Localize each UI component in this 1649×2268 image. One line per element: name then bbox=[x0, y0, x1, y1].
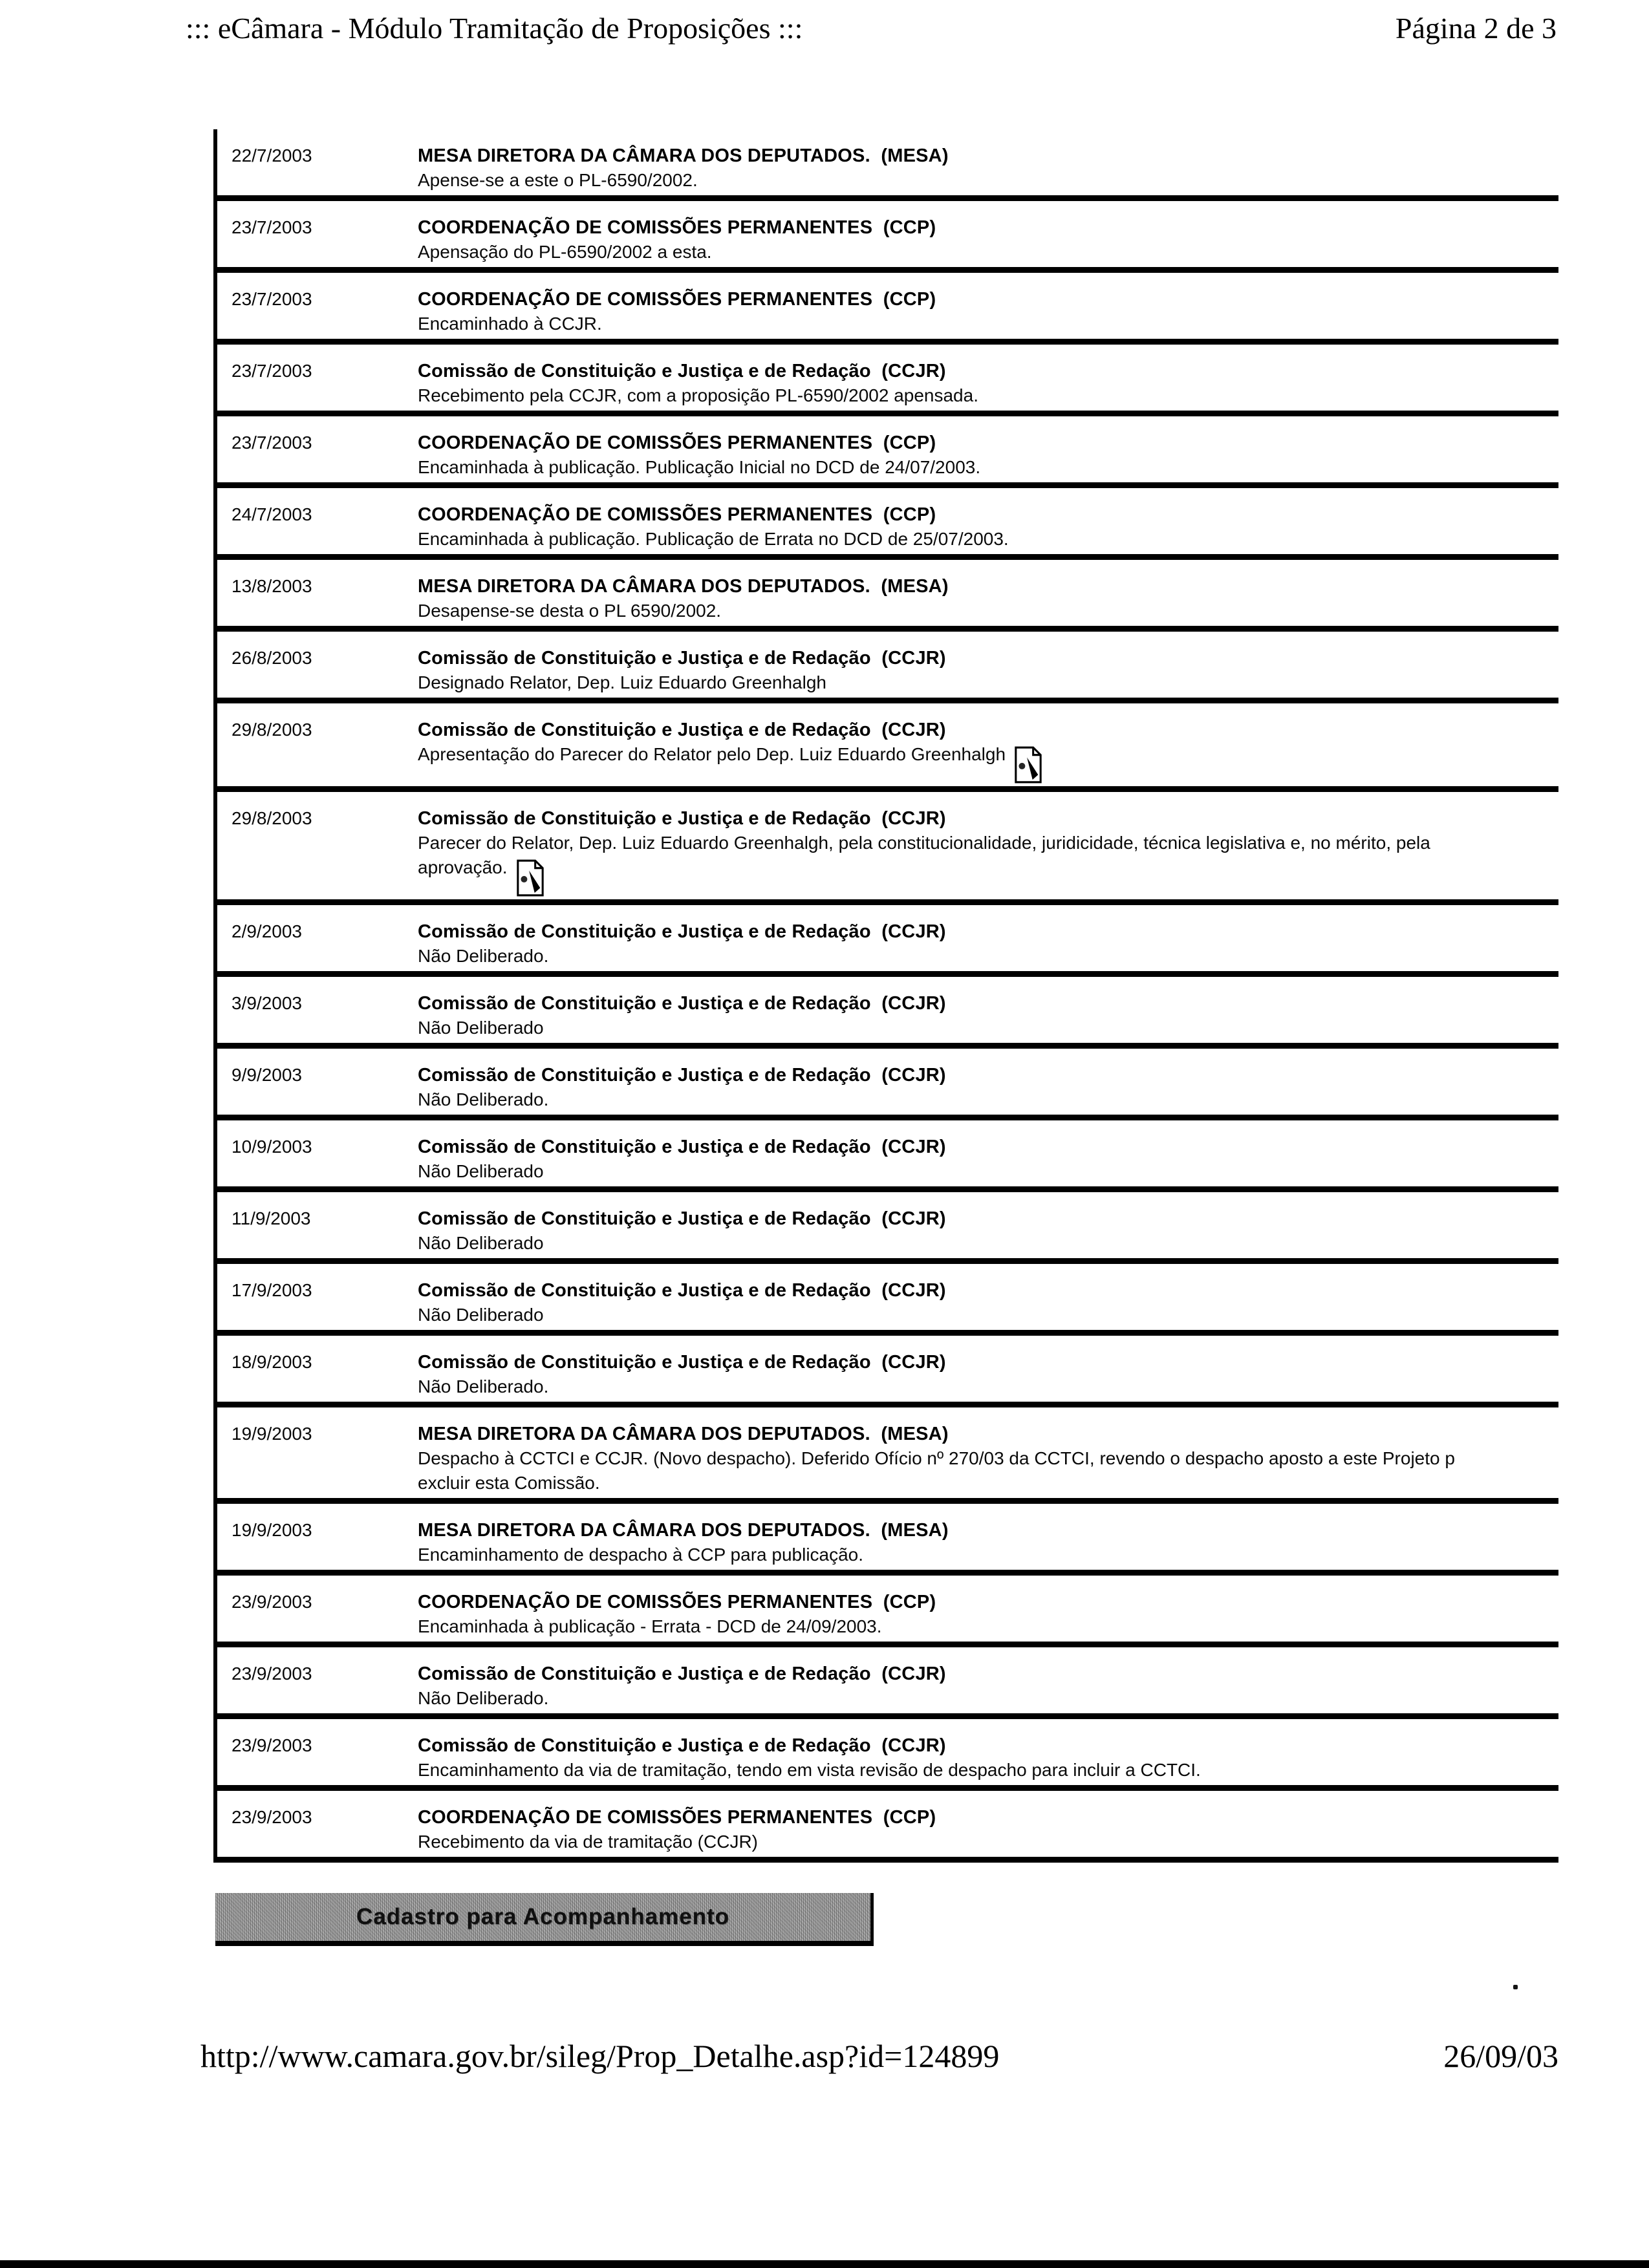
row-date: 19/9/2003 bbox=[232, 1424, 312, 1444]
row-main bbox=[418, 1350, 1558, 1399]
row-main bbox=[418, 1805, 1558, 1854]
row-date: 26/8/2003 bbox=[232, 648, 312, 668]
row-main bbox=[418, 919, 1558, 968]
row-organ: Comissão de Constituição e Justiça e de Redação (CCJR) bbox=[418, 993, 946, 1014]
tramitacao-row bbox=[217, 560, 1558, 632]
row-main bbox=[418, 1206, 1558, 1256]
tramitacao-row bbox=[217, 1192, 1558, 1264]
row-organ: Comissão de Constituição e Justiça e de Redação (CCJR) bbox=[418, 361, 946, 381]
row-date: 11/9/2003 bbox=[232, 1208, 311, 1228]
row-date: 9/9/2003 bbox=[232, 1065, 302, 1085]
row-description bbox=[418, 1614, 1558, 1639]
row-organ: COORDENAÇÃO DE COMISSÕES PERMANENTES (CCP) bbox=[418, 289, 936, 310]
row-organ: COORDENAÇÃO DE COMISSÕES PERMANENTES (CCP) bbox=[418, 1807, 936, 1828]
row-description-text-2: excluir esta Comissão. bbox=[418, 1473, 600, 1493]
row-main bbox=[418, 1590, 1558, 1639]
tramitacao-row bbox=[217, 1407, 1558, 1504]
row-description-text: Não Deliberado bbox=[418, 1018, 544, 1038]
row-date: 13/8/2003 bbox=[232, 576, 312, 596]
row-date: 29/8/2003 bbox=[232, 720, 312, 740]
tramitacao-row bbox=[217, 1336, 1558, 1407]
row-main bbox=[418, 502, 1558, 551]
row-description-text: Encaminhada à publicação. Publicação de Errata no DCD de 25/07/2003. bbox=[418, 529, 1009, 549]
row-description-text: Não Deliberado. bbox=[418, 1089, 549, 1109]
tramitacao-row bbox=[217, 703, 1558, 792]
row-main bbox=[418, 1135, 1558, 1184]
row-description-text: Recebimento pela CCJR, com a proposição PL-6590/2002 apensada. bbox=[418, 385, 978, 405]
row-organ: Comissão de Constituição e Justiça e de Redação (CCJR) bbox=[418, 921, 946, 942]
row-main bbox=[418, 1733, 1558, 1782]
row-main bbox=[418, 646, 1558, 695]
parecer-document-icon[interactable] bbox=[515, 859, 545, 897]
row-organ: COORDENAÇÃO DE COMISSÕES PERMANENTES (CCP) bbox=[418, 217, 936, 238]
row-organ: Comissão de Constituição e Justiça e de Redação (CCJR) bbox=[418, 1065, 946, 1086]
row-main bbox=[418, 1422, 1558, 1495]
row-description-text: Encaminhada à publicação - Errata - DCD de 24/09/2003. bbox=[418, 1616, 882, 1636]
row-description-line-2 bbox=[418, 1471, 1558, 1495]
row-organ: MESA DIRETORA DA CÂMARA DOS DEPUTADOS. (MESA) bbox=[418, 1520, 949, 1541]
row-description bbox=[418, 670, 1558, 695]
row-main bbox=[418, 1518, 1558, 1567]
row-date: 3/9/2003 bbox=[232, 993, 302, 1013]
tramitacao-row bbox=[217, 201, 1558, 273]
row-organ: Comissão de Constituição e Justiça e de Redação (CCJR) bbox=[418, 1280, 946, 1301]
row-main bbox=[418, 215, 1558, 264]
row-description-text: Encaminhada à publicação. Publicação Inicial no DCD de 24/07/2003. bbox=[418, 457, 981, 477]
row-description bbox=[418, 944, 1558, 968]
row-main bbox=[418, 144, 1558, 193]
row-organ: Comissão de Constituição e Justiça e de Redação (CCJR) bbox=[418, 720, 946, 740]
row-date: 22/7/2003 bbox=[232, 145, 312, 166]
row-organ: Comissão de Constituição e Justiça e de Redação (CCJR) bbox=[418, 1208, 946, 1229]
tramitacao-row bbox=[217, 1576, 1558, 1647]
row-main bbox=[418, 431, 1558, 480]
row-description-text: Não Deliberado. bbox=[418, 1688, 549, 1708]
row-organ: COORDENAÇÃO DE COMISSÕES PERMANENTES (CCP) bbox=[418, 433, 936, 453]
row-description-text: Encaminhamento de despacho à CCP para publicação. bbox=[418, 1545, 864, 1565]
row-description bbox=[418, 1087, 1558, 1112]
row-description bbox=[418, 1758, 1558, 1782]
row-main bbox=[418, 1278, 1558, 1327]
row-date: 29/8/2003 bbox=[232, 808, 312, 828]
row-description bbox=[418, 1686, 1558, 1711]
row-date: 23/7/2003 bbox=[232, 361, 312, 381]
row-description bbox=[418, 599, 1558, 623]
row-description bbox=[418, 168, 1558, 193]
parecer-document-icon[interactable] bbox=[1013, 746, 1043, 784]
row-main bbox=[418, 1063, 1558, 1112]
scan-artifact-dot bbox=[1513, 1985, 1518, 1989]
row-description bbox=[418, 527, 1558, 551]
page-footer bbox=[200, 2037, 1558, 2075]
row-description bbox=[418, 240, 1558, 264]
row-description bbox=[418, 1446, 1558, 1471]
row-description bbox=[418, 1159, 1558, 1184]
tramitacao-row bbox=[217, 632, 1558, 703]
row-description-text: Não Deliberado. bbox=[418, 1376, 549, 1396]
row-description-text: Parecer do Relator, Dep. Luiz Eduardo Greenhalgh, pela constitucionalidade, juridicidade, técnica legislativa e, no mérito, pela bbox=[418, 833, 1430, 853]
row-organ: MESA DIRETORA DA CÂMARA DOS DEPUTADOS. (MESA) bbox=[418, 1424, 949, 1444]
row-description bbox=[418, 1543, 1558, 1567]
row-description-text: Apensação do PL-6590/2002 a esta. bbox=[418, 242, 712, 262]
tramitacao-row bbox=[217, 416, 1558, 488]
row-description bbox=[418, 1231, 1558, 1256]
tramitacao-row bbox=[217, 977, 1558, 1049]
row-description-text: Encaminhamento da via de tramitação, tendo em vista revisão de despacho para incluir a CCTCI. bbox=[418, 1760, 1201, 1780]
row-organ: Comissão de Constituição e Justiça e de Redação (CCJR) bbox=[418, 1352, 946, 1373]
row-date: 23/7/2003 bbox=[232, 289, 312, 309]
tramitacao-row bbox=[217, 792, 1558, 905]
row-organ: MESA DIRETORA DA CÂMARA DOS DEPUTADOS. (MESA) bbox=[418, 145, 949, 166]
row-date: 23/9/2003 bbox=[232, 1735, 312, 1755]
row-organ: Comissão de Constituição e Justiça e de Redação (CCJR) bbox=[418, 1137, 946, 1157]
row-description bbox=[418, 312, 1558, 336]
tramitacao-row bbox=[217, 1791, 1558, 1863]
row-main bbox=[418, 359, 1558, 408]
row-description bbox=[418, 742, 1558, 784]
row-main bbox=[418, 718, 1558, 784]
row-date: 17/9/2003 bbox=[232, 1280, 312, 1300]
row-description-text-2: aprovação. bbox=[418, 857, 508, 877]
row-date: 24/7/2003 bbox=[232, 504, 312, 524]
row-organ: Comissão de Constituição e Justiça e de Redação (CCJR) bbox=[418, 808, 946, 829]
row-description bbox=[418, 1830, 1558, 1854]
page-edge-scan-bar bbox=[0, 2260, 1649, 2268]
row-date: 23/9/2003 bbox=[232, 1664, 312, 1684]
tramitacao-row bbox=[217, 273, 1558, 345]
tramitacao-row bbox=[217, 1264, 1558, 1336]
row-description-text: Não Deliberado. bbox=[418, 946, 549, 966]
row-description bbox=[418, 831, 1558, 855]
row-main bbox=[418, 806, 1558, 897]
page-indicator: Página 2 de 3 bbox=[1395, 12, 1557, 45]
row-description-line-2 bbox=[418, 855, 1558, 897]
row-date: 23/7/2003 bbox=[232, 217, 312, 237]
row-organ: COORDENAÇÃO DE COMISSÕES PERMANENTES (CCP) bbox=[418, 504, 936, 525]
row-date: 23/9/2003 bbox=[232, 1807, 312, 1827]
row-organ: MESA DIRETORA DA CÂMARA DOS DEPUTADOS. (MESA) bbox=[418, 576, 949, 597]
row-description-text: Desapense-se desta o PL 6590/2002. bbox=[418, 601, 722, 621]
app-title: ::: eCâmara - Módulo Tramitação de Proposições ::: bbox=[186, 12, 803, 45]
row-description bbox=[418, 1375, 1558, 1399]
tramitacao-row bbox=[217, 1719, 1558, 1791]
row-main bbox=[418, 991, 1558, 1040]
row-description-text: Apense-se a este o PL-6590/2002. bbox=[418, 170, 698, 190]
row-organ: Comissão de Constituição e Justiça e de Redação (CCJR) bbox=[418, 1664, 946, 1684]
row-description-text: Não Deliberado bbox=[418, 1161, 544, 1181]
row-description bbox=[418, 1303, 1558, 1327]
tramitacao-row bbox=[217, 129, 1558, 201]
row-description bbox=[418, 455, 1558, 480]
row-description-text: Encaminhado à CCJR. bbox=[418, 314, 602, 334]
row-description-text: Apresentação do Parecer do Relator pelo Dep. Luiz Eduardo Greenhalgh bbox=[418, 744, 1006, 764]
row-date: 23/7/2003 bbox=[232, 433, 312, 453]
row-date: 2/9/2003 bbox=[232, 921, 302, 941]
row-main bbox=[418, 574, 1558, 623]
row-date: 18/9/2003 bbox=[232, 1352, 312, 1372]
tramitacao-row bbox=[217, 1504, 1558, 1576]
row-description-text: Não Deliberado bbox=[418, 1305, 544, 1325]
row-main bbox=[418, 287, 1558, 336]
tramitacao-table-body bbox=[213, 129, 1558, 1863]
tramitacao-row bbox=[217, 488, 1558, 560]
tramitacao-row bbox=[217, 1120, 1558, 1192]
source-url: http://www.camara.gov.br/sileg/Prop_Detalhe.asp?id=124899 bbox=[200, 2038, 1000, 2074]
row-description bbox=[418, 383, 1558, 408]
tramitacao-row bbox=[217, 905, 1558, 977]
row-organ: Comissão de Constituição e Justiça e de Redação (CCJR) bbox=[418, 648, 946, 669]
row-description-text: Despacho à CCTCI e CCJR. (Novo despacho). Deferido Ofício nº 270/03 da CCTCI, revendo o despacho aposto a este Projeto p bbox=[418, 1448, 1455, 1468]
row-organ: Comissão de Constituição e Justiça e de Redação (CCJR) bbox=[418, 1735, 946, 1756]
tramitacao-row bbox=[217, 1049, 1558, 1120]
print-date: 26/09/03 bbox=[1443, 2038, 1558, 2074]
cadastro-acompanhamento-button[interactable] bbox=[215, 1893, 874, 1946]
row-date: 10/9/2003 bbox=[232, 1137, 312, 1157]
row-description bbox=[418, 1016, 1558, 1040]
cadastro-acompanhamento-label: Cadastro para Acompanhamento bbox=[356, 1904, 730, 1929]
row-date: 19/9/2003 bbox=[232, 1520, 312, 1540]
page-header bbox=[186, 10, 1557, 47]
tramitacao-row bbox=[217, 345, 1558, 416]
row-description-text: Designado Relator, Dep. Luiz Eduardo Greenhalgh bbox=[418, 672, 826, 692]
row-description-text: Recebimento da via de tramitação (CCJR) bbox=[418, 1832, 758, 1852]
row-date: 23/9/2003 bbox=[232, 1592, 312, 1612]
row-main bbox=[418, 1662, 1558, 1711]
row-description-text: Não Deliberado bbox=[418, 1233, 544, 1253]
tramitacao-row bbox=[217, 1647, 1558, 1719]
row-organ: COORDENAÇÃO DE COMISSÕES PERMANENTES (CCP) bbox=[418, 1592, 936, 1612]
